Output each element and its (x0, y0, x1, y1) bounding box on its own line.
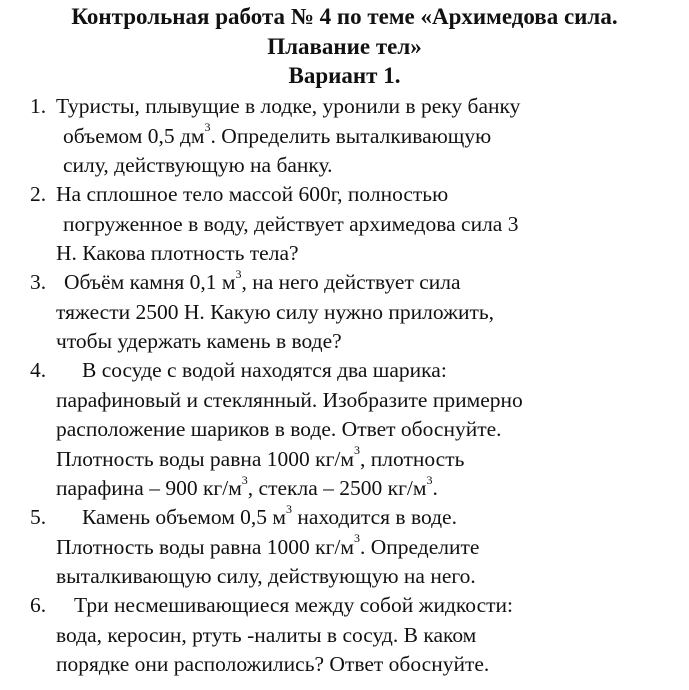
task-text: На сплошное тело массой 600г, полностью (56, 182, 449, 206)
task-text: погруженное в воду, действует архимедова сила 3 (63, 211, 519, 236)
task-text (56, 533, 479, 563)
task-text (82, 503, 457, 533)
task-6-line-2 (30, 621, 660, 651)
task-2-line-1 (30, 180, 660, 210)
task-6-line-3 (30, 650, 660, 680)
task-2-line-3 (30, 239, 660, 269)
task-text-part: . Определите (360, 534, 480, 559)
task-6-line-1 (30, 591, 660, 621)
task-text-part: Плотность воды равна 1000 кг/м (56, 446, 355, 471)
task-1 (30, 92, 660, 181)
task-number: 5. (30, 505, 47, 529)
task-text (56, 445, 464, 475)
task-text-part: находится в воде. (297, 505, 457, 529)
task-text: парафиновый и стеклянный. Изобразите примерно (56, 387, 523, 412)
task-text: вода, керосин, ртуть -налиты в сосуд. В каком (56, 622, 477, 647)
task-text-part: , плотность (360, 446, 465, 471)
task-text-part: объемом 0,5 дм (63, 123, 205, 148)
superscript-3: 3 (354, 531, 361, 546)
task-text: чтобы удержать камень в воде? (56, 329, 342, 353)
task-4-line-5 (30, 474, 660, 504)
task-4-line-2 (30, 386, 660, 416)
task-1-line-2 (30, 122, 660, 152)
task-1-line-3 (30, 151, 660, 181)
task-2 (30, 180, 660, 269)
task-text: Три несмешивающиеся между собой жидкости: (74, 593, 513, 617)
task-number: 2. (30, 182, 47, 206)
superscript-3: 3 (354, 443, 361, 458)
task-number: 4. (30, 358, 47, 382)
worksheet-title-line-1: Контрольная работа № 4 по теме «Архимедова сила. (71, 4, 618, 29)
task-text: В сосуде с водой находятся два шарика: (82, 358, 447, 382)
task-1-line-1 (30, 92, 660, 122)
task-3-line-3 (30, 327, 660, 357)
task-3 (30, 268, 660, 357)
superscript-3: 3 (235, 266, 242, 281)
task-6 (30, 591, 660, 680)
task-5-line-3 (30, 562, 660, 592)
worksheet-title-line-2: Плавание тел» (267, 34, 422, 59)
task-text-part: Плотность воды равна 1000 кг/м (56, 534, 355, 559)
task-2-line-2 (30, 210, 660, 240)
task-text-part: , стекла – 2500 кг/м (247, 476, 427, 500)
superscript-3: 3 (426, 472, 433, 487)
task-3-line-2 (30, 298, 660, 328)
task-text (56, 474, 438, 504)
task-text: Туристы, плывущие в лодке, уронили в реку банку (56, 94, 521, 118)
task-text-part: , на него действует сила (241, 270, 461, 294)
task-text: Н. Какова плотность тела? (56, 241, 299, 265)
task-4-line-1 (30, 356, 660, 386)
superscript-3: 3 (241, 472, 248, 487)
task-number: 3. (30, 270, 47, 294)
task-number: 6. (30, 593, 47, 617)
task-text: порядке они расположились? Ответ обоснуйте. (56, 652, 490, 676)
task-text: расположение шариков в воде. Ответ обоснуйте. (56, 417, 502, 441)
task-4 (30, 356, 660, 504)
task-text-part: . Определить выталкивающую (210, 123, 492, 148)
superscript-3: 3 (204, 120, 211, 135)
variant-title: Вариант 1. (288, 63, 401, 88)
task-number: 1. (30, 94, 47, 118)
task-text-part: . (432, 476, 438, 500)
task-text (64, 268, 461, 298)
task-text-part: Объём камня 0,1 м (64, 270, 236, 294)
task-text-part: парафина – 900 кг/м (56, 476, 242, 500)
task-4-line-4 (30, 445, 660, 475)
task-5-line-2 (30, 533, 660, 563)
task-text: выталкивающую силу, действующую на него. (56, 564, 476, 588)
task-3-line-1 (30, 268, 660, 298)
task-5-line-1 (30, 503, 660, 533)
superscript-3: 3 (286, 501, 293, 516)
task-text: тяжести 2500 Н. Какую силу нужно приложить, (56, 299, 495, 324)
task-text (63, 122, 491, 152)
task-text-part: Камень объемом 0,5 м (82, 505, 287, 529)
task-4-line-3 (30, 415, 660, 445)
task-5 (30, 503, 660, 592)
task-text: силу, действующую на банку. (63, 153, 333, 177)
